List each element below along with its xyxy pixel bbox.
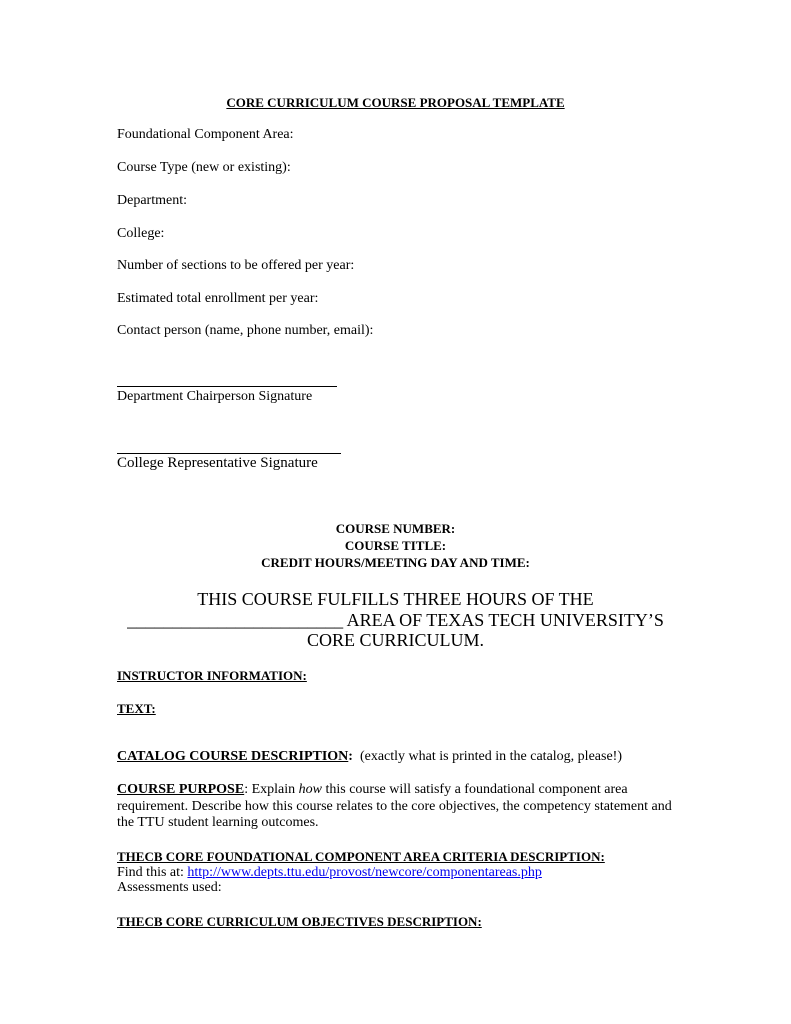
assessments-used: Assessments used: [117, 880, 222, 895]
catalog-colon: : [348, 749, 353, 764]
page-title: CORE CURRICULUM COURSE PROPOSAL TEMPLATE [226, 95, 565, 110]
field-course-type: Course Type (new or existing): [117, 160, 291, 175]
field-college: College: [117, 226, 165, 241]
field-enrollment-per-year: Estimated total enrollment per year: [117, 291, 319, 306]
course-purpose-heading: COURSE PURPOSE [117, 782, 245, 797]
course-purpose-text: this course will satisfy a foundational component area requirement. Describe how this course relates to the core objectives, the competency statement and the TTU student learning outcomes. [117, 782, 672, 830]
instructor-information-heading: INSTRUCTOR INFORMATION: [117, 668, 307, 683]
fulfills-line-2-text: AREA OF TEXAS TECH UNIVERSITY’S [343, 610, 664, 630]
find-this-at-line [117, 865, 542, 881]
fulfills-line-2 [0, 610, 791, 631]
chair-signature-line [117, 386, 337, 387]
course-number-label: COURSE NUMBER: [335, 521, 456, 536]
course-purpose-how: how [298, 782, 322, 797]
area-blank: ________________________ [127, 610, 344, 630]
fulfills-line-3: CORE CURRICULUM. [306, 630, 485, 650]
component-areas-link[interactable]: http://www.depts.ttu.edu/provost/newcore/componentareas.php [187, 865, 542, 880]
field-sections-per-year: Number of sections to be offered per year: [117, 258, 355, 273]
catalog-note: (exactly what is printed in the catalog, please!) [359, 749, 622, 764]
chair-signature-label: Department Chairperson Signature [117, 389, 313, 404]
field-contact-person: Contact person (name, phone number, email): [117, 323, 374, 338]
college-signature-line [117, 453, 341, 454]
thecb-area-criteria-heading: THECB CORE FOUNDATIONAL COMPONENT AREA CRITERIA DESCRIPTION: [117, 849, 605, 864]
fulfills-line-1: THIS COURSE FULFILLS THREE HOURS OF THE [197, 589, 594, 609]
field-foundational-component-area: Foundational Component Area: [117, 127, 294, 142]
catalog-description-heading: CATALOG COURSE DESCRIPTION [117, 749, 349, 764]
college-signature-label: College Representative Signature [117, 455, 318, 471]
course-purpose-paragraph [117, 782, 677, 832]
credit-hours-label: CREDIT HOURS/MEETING DAY AND TIME: [261, 555, 530, 570]
course-title-label: COURSE TITLE: [344, 538, 447, 553]
field-department: Department: [117, 193, 187, 208]
course-purpose-pre: : Explain [244, 782, 299, 797]
thecb-objectives-heading: THECB CORE CURRICULUM OBJECTIVES DESCRIPTION: [117, 914, 482, 929]
catalog-description-line [117, 749, 622, 765]
find-this-at-label: Find this at: [117, 865, 188, 880]
text-heading: TEXT: [117, 701, 156, 716]
